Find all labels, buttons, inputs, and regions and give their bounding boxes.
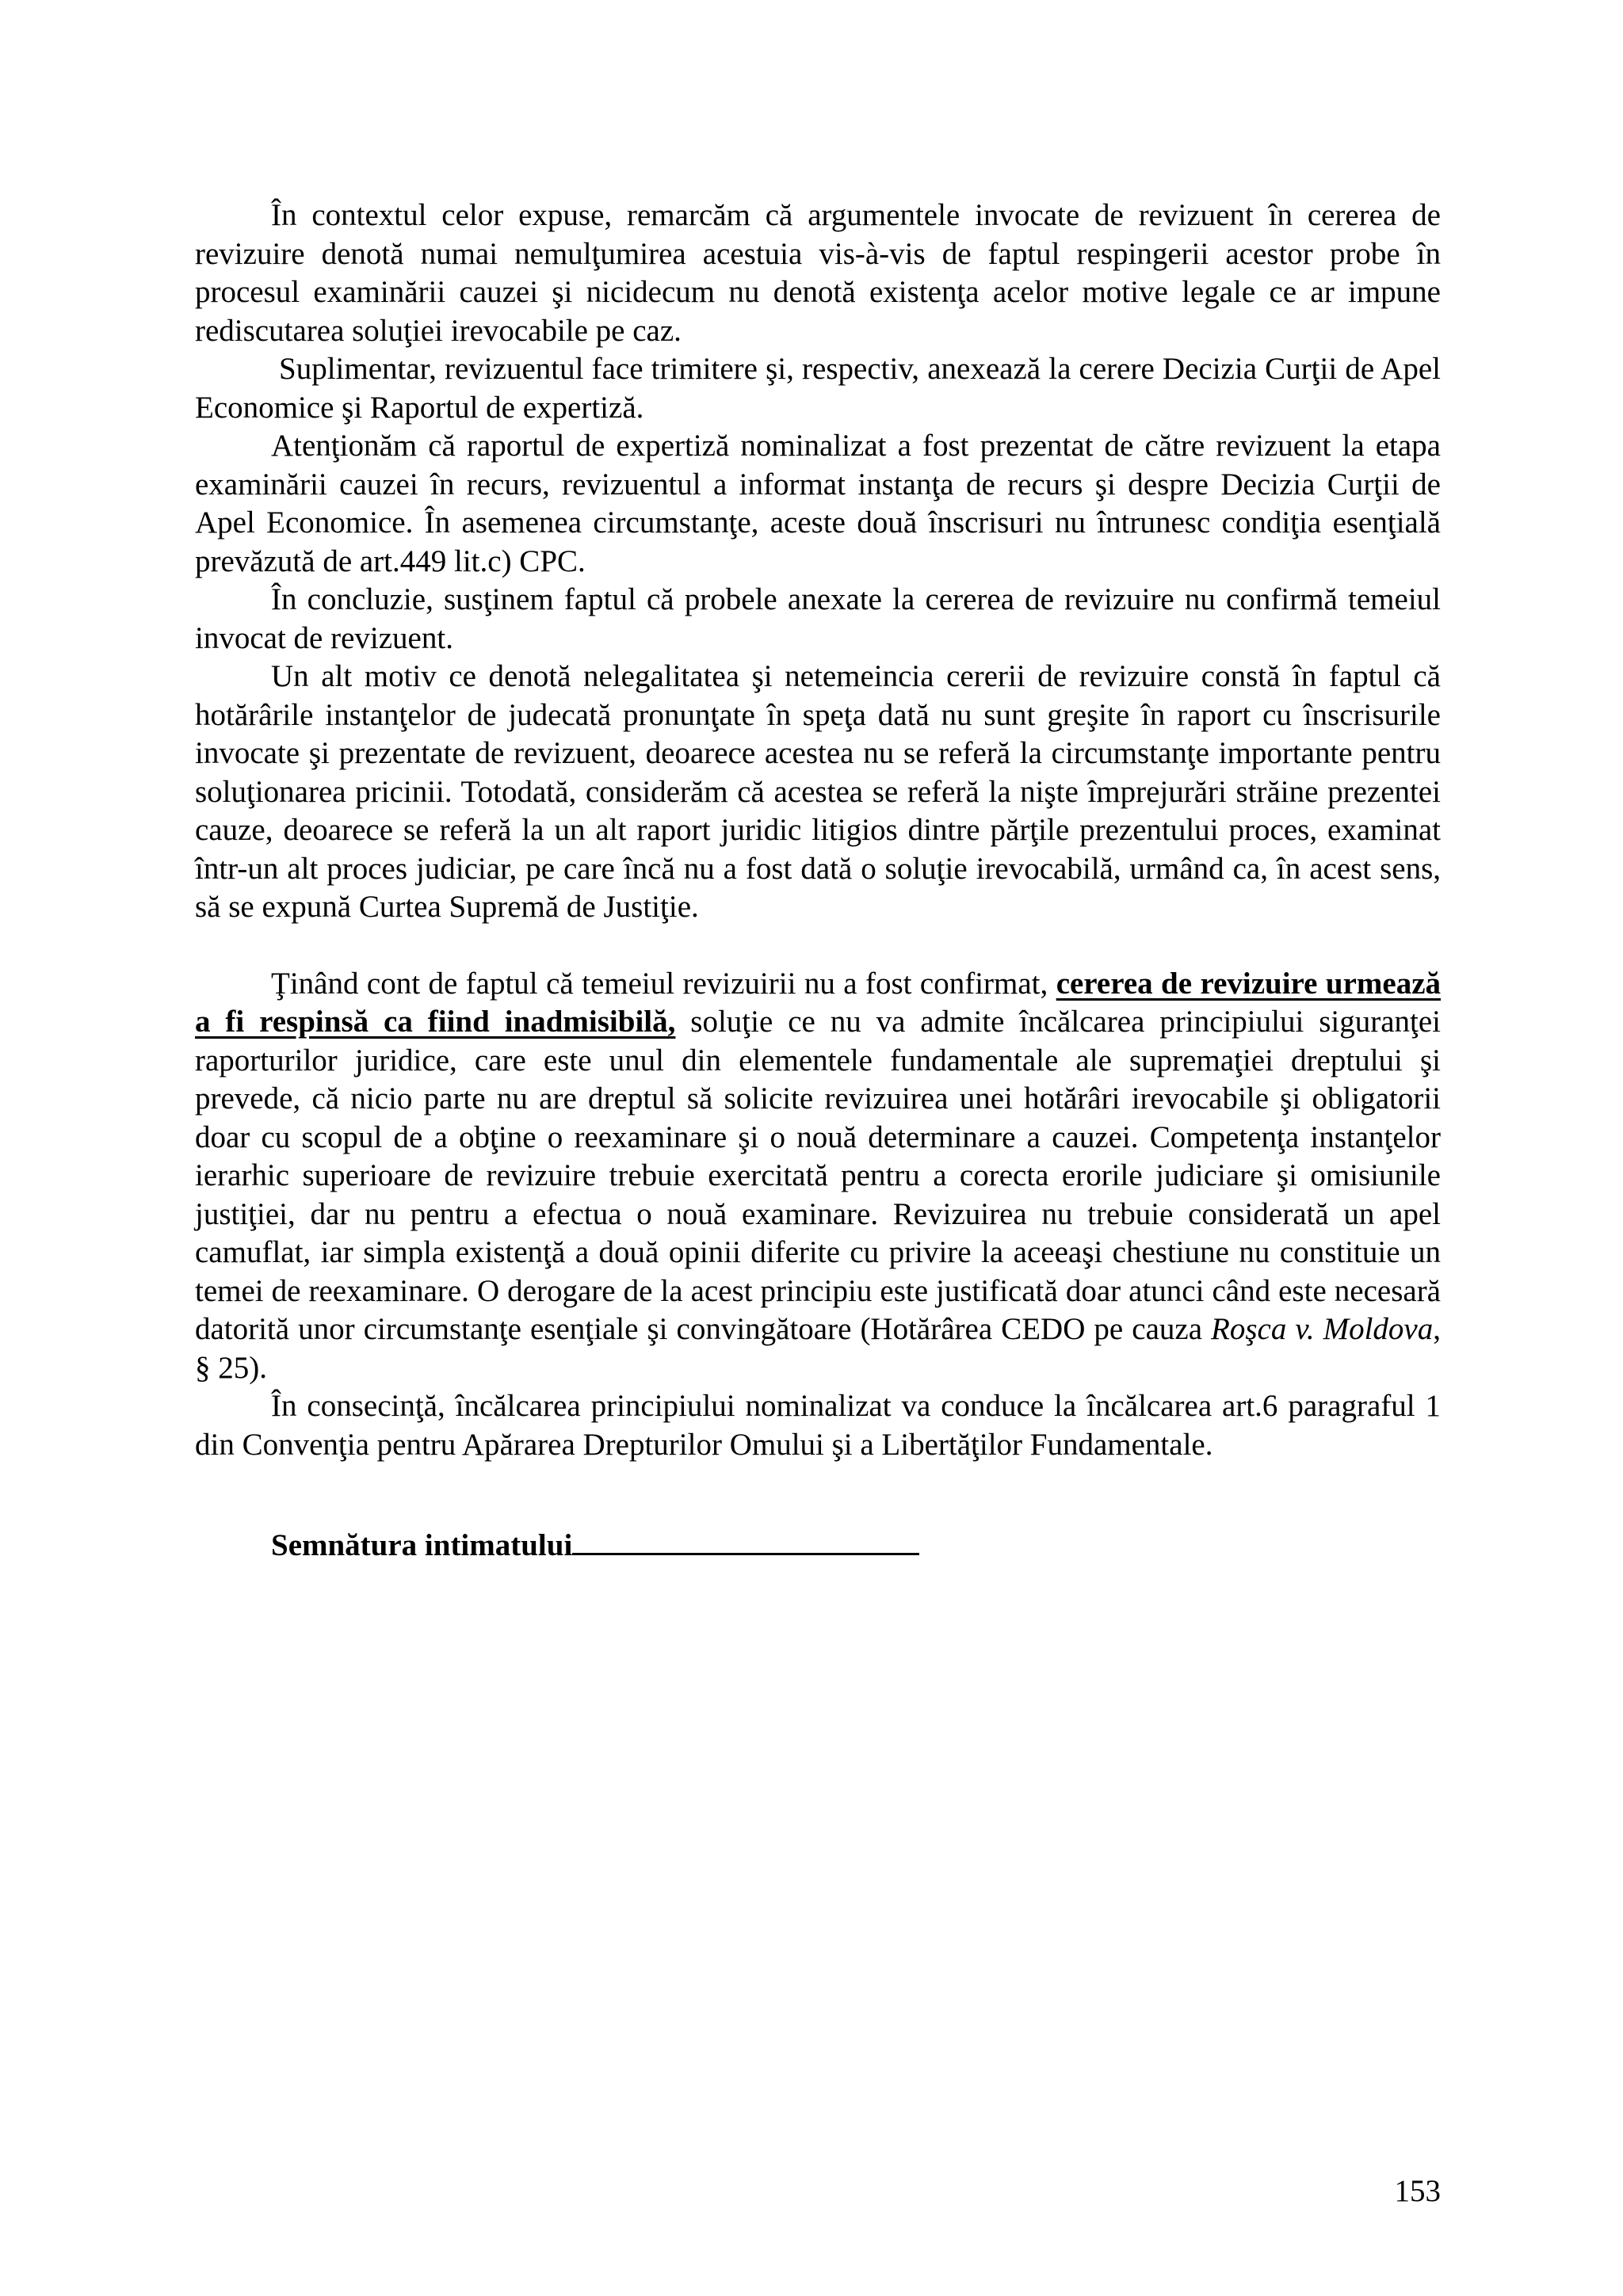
inadmissibility-emphasis: cererea de revizuire urmează a fi respinsă ca fiind inadmisibilă, <box>195 966 1442 1039</box>
paragraph-another-reason: Un alt motiv ce denotă nelegalitatea şi netemeincia cererii de revizuire constă în faptul că hotărârile instanţelor de judecată pronunţate în speţa dată nu sunt greşite în raport cu înscrisurile invocate şi prezentate de revizuent, deoarece acestea nu se referă la circumstanţe importante pentru soluţionarea pricinii. Totodată, considerăm că acestea se referă la nişte împrejurări străine prezentei cauze, deoarece se referă la un alt raport juridic litigios dintre părţile prezentului proces, examinat într-un alt proces judiciar, pe care încă nu a fost dată o soluţie irevocabilă, urmând ca, în acest sens, să se expună Curtea Supremă de Justiţie. <box>195 659 1441 924</box>
signature-block <box>271 1523 919 1565</box>
paragraph-inadmissibility <box>195 965 1441 1388</box>
page-number: 153 <box>1394 2174 1441 2208</box>
document-body <box>195 196 1441 1464</box>
signature-line <box>572 1523 919 1555</box>
paragraph-consequence: În consecinţă, încălcarea principiului nominalizat va conduce la încălcarea art.6 paragraful 1 din Convenţia pentru Apărarea Drepturilor Omului şi a Libertăţilor Fundamentale. <box>195 1389 1441 1462</box>
case-name: Roşca v. Moldova <box>1211 1312 1434 1346</box>
inadmissibility-tail: , § 25). <box>195 1312 1441 1385</box>
paragraph-additional-evidence: Suplimentar, revizuentul face trimitere şi, respectiv, anexează la cerere Decizia Curţii de Apel Economice şi Raportul de expertiză. <box>195 352 1441 425</box>
paragraph-context: În contextul celor expuse, remarcăm că argumentele invocate de revizuent în cererea de revizuire denotă numai nemulţumirea acestuia vis-à-vis de faptul respingerii acestor probe în procesul examinării cauzei şi nicidecum nu denotă existenţa acelor motive legale ce ar impune rediscutarea soluţiei irevocabile pe caz. <box>195 198 1441 348</box>
signature-label: Semnătura intimatului <box>271 1528 573 1562</box>
paragraph-expert-report: Atenţionăm că raportul de expertiză nominalizat a fost prezentat de către revizuent la etapa examinării cauzei în recurs, revizuentul a informat instanţa de recurs şi despre Decizia Curţii de Apel Economice. În asemenea circumstanţe, aceste două înscrisuri nu întrunesc condiţia esenţială prevăzută de art.449 lit.c) CPC. <box>195 429 1441 578</box>
paragraph-conclusion: În concluzie, susţinem faptul că probele anexate la cererea de revizuire nu confirmă temeiul invocat de revizuent. <box>195 582 1441 655</box>
inadmissibility-lead: Ţinând cont de faptul că temeiul revizuirii nu a fost confirmat, <box>271 966 1056 1001</box>
inadmissibility-body: soluţie ce nu va admite încălcarea principiului siguranţei raporturilor juridice, care este unul din elementele fundamentale ale supremaţiei dreptului şi prevede, că nicio parte nu are dreptul să solicite revizuirea unei hotărâri irevocabile şi obligatorii doar cu scopul de a obţine o reexaminare şi o nouă determinare a cauzei. Competenţa instanţelor ierarhic superioare de revizuire trebuie exercitată pentru a corecta erorile judiciare şi omisiunile justiţiei, dar nu pentru a efectua o nouă examinare. Revizuirea nu trebuie considerată un apel camuflat, iar simpla existenţă a două opinii diferite cu privire la aceeaşi chestiune nu constituie un temei de reexaminare. O derogare de la acest principiu este justificată doar atunci când este necesară datorită unor circumstanţe esenţiale şi convingătoare (Hotărârea CEDO pe cauza <box>195 1005 1441 1346</box>
